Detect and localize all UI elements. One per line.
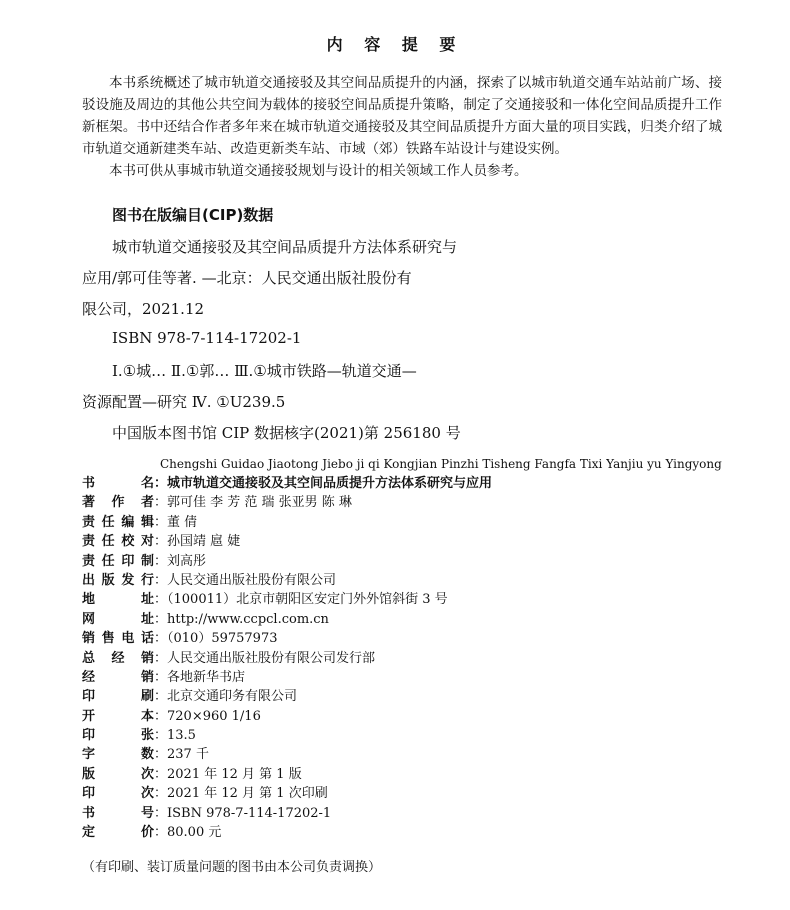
- info-label: 销 售 电 话: [82, 631, 154, 647]
- info-value: ：人民交通出版社股份有限公司发行部: [154, 650, 376, 666]
- info-row: [82, 610, 722, 629]
- info-row: [82, 668, 722, 687]
- info-value: ：董 倩: [154, 514, 198, 530]
- info-label: 版 次: [82, 766, 154, 782]
- info-row: [82, 513, 722, 532]
- info-label: 印 张: [82, 728, 154, 744]
- info-label: 经 销: [82, 669, 154, 685]
- info-row: [82, 687, 722, 706]
- info-label: 书 号: [82, 805, 154, 821]
- cip-line-4: ISBN 978-7-114-17202-1: [112, 329, 302, 347]
- info-label: 书 名: [82, 476, 154, 491]
- info-value: ：郭可佳 李 芳 范 瑞 张亚男 陈 琳: [154, 495, 352, 511]
- info-label: 印 刷: [82, 689, 154, 705]
- info-label: 地 址: [82, 592, 154, 608]
- info-value: ：孙国靖 扈 婕: [154, 534, 241, 550]
- info-row: [82, 532, 722, 551]
- abstract-paragraph-1: 本书系统概述了城市轨道交通接驳及其空间品质提升的内涵，探索了以城市轨道交通车站站前广场、接驳设施及周边的其他公共空间为载体的接驳空间品质提升策略，制定了交通接驳和一体化空间品质提升工作新框架。书中还结合作者多年来在城市轨道交通接驳及其空间品质提升方面大量的项目实践，归类介绍了城市轨道交通新建类车站、改造更新类车站、市域（郊）铁路车站设计与建设实例。: [82, 75, 722, 157]
- info-value: ：人民交通出版社股份有限公司: [154, 572, 337, 588]
- info-value: ：（100011）北京市朝阳区安定门外外馆斜街 3 号: [154, 592, 448, 608]
- info-label: 字 数: [82, 747, 154, 763]
- info-label: 定 价: [82, 825, 154, 841]
- info-label: 责 任 印 制: [82, 553, 154, 569]
- info-value: ：2021 年 12 月 第 1 版: [154, 766, 302, 782]
- info-row: [82, 590, 722, 609]
- info-row: [82, 784, 722, 803]
- info-row: [82, 804, 722, 823]
- info-value: ：http://www.ccpcl.com.cn: [154, 611, 329, 627]
- pinyin-title: Chengshi Guidao Jiaotong Jiebo ji qi Kongjian Pinzhi Tisheng Fangfa Tixi Yanjiu yu Yingyong: [160, 457, 722, 471]
- info-label: 网 址: [82, 611, 154, 627]
- info-value: ：237 千: [154, 747, 209, 763]
- cip-line-3: 限公司，2021.12: [82, 300, 205, 318]
- info-row: [82, 823, 722, 842]
- cip-line-6: 资源配置—研究 Ⅳ. ①U239.5: [82, 393, 286, 411]
- info-row: [82, 707, 722, 726]
- info-row: [82, 649, 722, 668]
- info-value: ：ISBN 978-7-114-17202-1: [154, 805, 332, 821]
- cip-heading: 图书在版编目(CIP)数据: [112, 206, 274, 224]
- cip-line-7: 中国版本图书馆 CIP 数据核字(2021)第 256180 号: [112, 424, 461, 442]
- info-value: ：刘高彤: [154, 553, 207, 569]
- cip-line-1: 城市轨道交通接驳及其空间品质提升方法体系研究与: [112, 238, 458, 256]
- info-label: 著 作 者: [82, 495, 154, 511]
- info-row: [82, 629, 722, 648]
- page-title: 内 容 提 要: [326, 35, 464, 54]
- cip-line-5: Ⅰ.①城… Ⅱ.①郭… Ⅲ.①城市铁路—轨道交通—: [112, 362, 417, 380]
- info-row: [82, 726, 722, 745]
- info-label: 总 经 销: [82, 650, 154, 666]
- info-row: [82, 493, 722, 512]
- info-row: [82, 571, 722, 590]
- cip-line-2: 应用/郭可佳等著. —北京：人民交通出版社股份有: [82, 269, 412, 287]
- info-row: [82, 745, 722, 764]
- abstract-paragraph-2: 本书可供从事城市轨道交通接驳规划与设计的相关领域工作人员参考。: [109, 163, 528, 179]
- info-value: ：2021 年 12 月 第 1 次印刷: [154, 786, 328, 802]
- info-label: 责 任 校 对: [82, 534, 154, 550]
- info-label: 出 版 发 行: [82, 572, 154, 588]
- info-row: [82, 474, 722, 493]
- info-value: ：（010）59757973: [154, 631, 278, 647]
- info-label: 责 任 编 辑: [82, 514, 154, 530]
- quality-note: （有印刷、装订质量问题的图书由本公司负责调换）: [82, 860, 382, 875]
- book-info-table: [82, 474, 722, 842]
- info-row: [82, 765, 722, 784]
- info-label: 印 次: [82, 786, 154, 802]
- info-row: [82, 552, 722, 571]
- info-value: ：各地新华书店: [154, 669, 246, 685]
- info-label: 开 本: [82, 708, 154, 724]
- abstract-section: [82, 72, 722, 182]
- info-value: ：720×960 1/16: [154, 708, 261, 724]
- info-value: ：80.00 元: [154, 825, 222, 841]
- info-value: ：城市轨道交通接驳及其空间品质提升方法体系研究与应用: [154, 476, 493, 491]
- info-value: ：北京交通印务有限公司: [154, 689, 298, 705]
- info-value: ：13.5: [154, 728, 196, 744]
